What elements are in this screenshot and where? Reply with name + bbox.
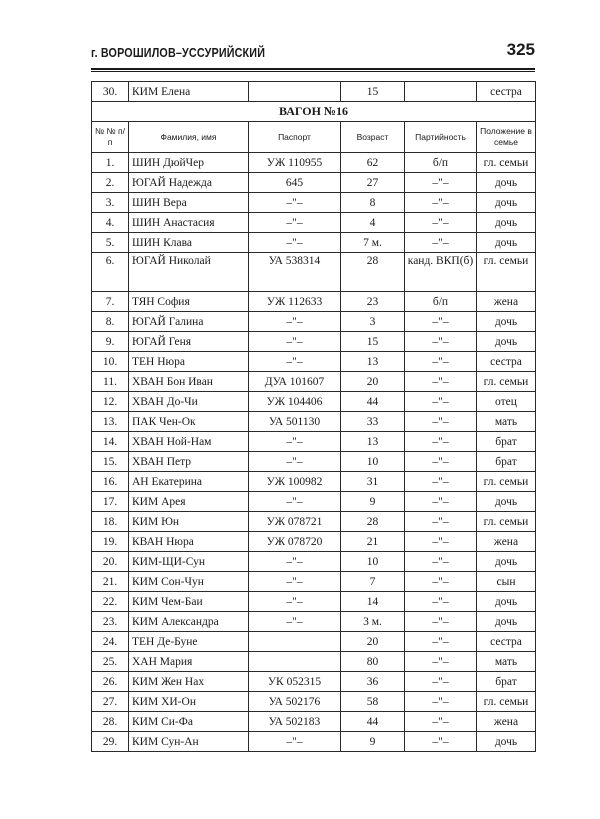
cell-name: КИМ Си-Фа [129, 712, 249, 732]
cell-passport: –"– [249, 332, 341, 352]
table-row [92, 532, 536, 552]
cell-party: –"– [405, 452, 477, 472]
cell-family: отец [477, 392, 536, 412]
table-row [92, 712, 536, 732]
table-row [92, 372, 536, 392]
cell-num: 22. [92, 592, 129, 612]
table-row [92, 732, 536, 752]
cell-num: 20. [92, 552, 129, 572]
cell-family: гл. семьи [477, 472, 536, 492]
cell-passport: –"– [249, 592, 341, 612]
cell-party: –"– [405, 472, 477, 492]
table-row [92, 213, 536, 233]
table-row [92, 612, 536, 632]
cell-family: сын [477, 572, 536, 592]
cell-num: 17. [92, 492, 129, 512]
table-row [92, 412, 536, 432]
cell-name: КИМ Арея [129, 492, 249, 512]
cell-name: ЮГАЙ Геня [129, 332, 249, 352]
cell-passport: УК 052315 [249, 672, 341, 692]
cell-family: брат [477, 432, 536, 452]
cell-passport: УА 502176 [249, 692, 341, 712]
cell-num: 1. [92, 153, 129, 173]
table-row [92, 512, 536, 532]
cell-num: 19. [92, 532, 129, 552]
cell-age: 20 [341, 372, 405, 392]
table-row [92, 432, 536, 452]
cell-name: ХВАН До-Чи [129, 392, 249, 412]
cell-passport: –"– [249, 312, 341, 332]
table-row [92, 233, 536, 253]
cell-passport: УА 501130 [249, 412, 341, 432]
cell-name: КИМ Елена [129, 82, 249, 102]
cell-party: –"– [405, 672, 477, 692]
cell-name: ШИН Вера [129, 193, 249, 213]
cell-num: 11. [92, 372, 129, 392]
cell-passport [249, 652, 341, 672]
cell-family: дочь [477, 492, 536, 512]
cell-passport: УЖ 112633 [249, 292, 341, 312]
cell-passport: УЖ 110955 [249, 153, 341, 173]
table-row [92, 572, 536, 592]
cell-passport: УЖ 078721 [249, 512, 341, 532]
cell-party: –"– [405, 213, 477, 233]
cell-age: 7 [341, 572, 405, 592]
wagon-title: ВАГОН №16 [92, 102, 536, 122]
cell-party: –"– [405, 592, 477, 612]
cell-num: 25. [92, 652, 129, 672]
cell-age: 3 [341, 312, 405, 332]
table-row [92, 452, 536, 472]
wagon-title-row [92, 102, 536, 122]
col-header-party: Партийность [405, 122, 477, 153]
cell-passport [249, 82, 341, 102]
cell-name: КИМ Жен Нах [129, 672, 249, 692]
cell-age: 44 [341, 392, 405, 412]
cell-party: –"– [405, 173, 477, 193]
cell-family: гл. семьи [477, 512, 536, 532]
cell-num: 24. [92, 632, 129, 652]
cell-name: КИМ Сон-Чун [129, 572, 249, 592]
col-header-age: Возраст [341, 122, 405, 153]
cell-name: КВАН Нюра [129, 532, 249, 552]
cell-num: 3. [92, 193, 129, 213]
cell-family: сестра [477, 82, 536, 102]
page-header [91, 42, 535, 70]
cell-passport: –"– [249, 193, 341, 213]
cell-age: 58 [341, 692, 405, 712]
col-header-family: Положение в семье [477, 122, 536, 153]
header-rule-thin [91, 71, 535, 72]
cell-name: ШИН Анастасия [129, 213, 249, 233]
cell-name: ЮГАЙ Галина [129, 312, 249, 332]
cell-family: дочь [477, 312, 536, 332]
cell-party: –"– [405, 512, 477, 532]
cell-name: ХВАН Бон Иван [129, 372, 249, 392]
cell-age: 8 [341, 193, 405, 213]
table-row [92, 253, 536, 292]
cell-num: 16. [92, 472, 129, 492]
cell-family: жена [477, 292, 536, 312]
cell-age: 20 [341, 632, 405, 652]
cell-party [405, 82, 477, 102]
cell-name: КИМ ХИ-Он [129, 692, 249, 712]
cell-num: 23. [92, 612, 129, 632]
cell-family: дочь [477, 592, 536, 612]
cell-passport: –"– [249, 732, 341, 752]
cell-family: брат [477, 452, 536, 472]
cell-passport: –"– [249, 552, 341, 572]
cell-family: жена [477, 712, 536, 732]
cell-age: 3 м. [341, 612, 405, 632]
cell-age: 13 [341, 432, 405, 452]
cell-family: дочь [477, 732, 536, 752]
table-row [92, 672, 536, 692]
cell-name: КИМ Юн [129, 512, 249, 532]
cell-num: 9. [92, 332, 129, 352]
running-head-title: г. ВОРОШИЛОВ–УССУРИЙСКИЙ [91, 46, 266, 60]
cell-family: жена [477, 532, 536, 552]
cell-name: ПАК Чен-Ок [129, 412, 249, 432]
cell-family: дочь [477, 193, 536, 213]
cell-age: 36 [341, 672, 405, 692]
cell-num: 8. [92, 312, 129, 332]
header-rule [91, 68, 535, 70]
cell-age: 62 [341, 153, 405, 173]
cell-party: –"– [405, 352, 477, 372]
cell-passport: –"– [249, 233, 341, 253]
cell-party: –"– [405, 412, 477, 432]
cell-num: 27. [92, 692, 129, 712]
cell-family: дочь [477, 552, 536, 572]
cell-name: ТЯН София [129, 292, 249, 312]
cell-party: –"– [405, 392, 477, 412]
cell-party: –"– [405, 532, 477, 552]
cell-name: ХАН Мария [129, 652, 249, 672]
cell-age: 27 [341, 173, 405, 193]
cell-name: КИМ-ЩИ-Сун [129, 552, 249, 572]
cell-num: 30. [92, 82, 129, 102]
cell-num: 5. [92, 233, 129, 253]
table-row [92, 392, 536, 412]
cell-num: 28. [92, 712, 129, 732]
table-row [92, 193, 536, 213]
cell-num: 26. [92, 672, 129, 692]
cell-passport [249, 632, 341, 652]
cell-age: 7 м. [341, 233, 405, 253]
cell-party: –"– [405, 312, 477, 332]
cell-party: б/п [405, 292, 477, 312]
cell-party: –"– [405, 552, 477, 572]
cell-age: 10 [341, 452, 405, 472]
cell-family: мать [477, 652, 536, 672]
cell-party: –"– [405, 492, 477, 512]
cell-party: –"– [405, 372, 477, 392]
cell-party: –"– [405, 712, 477, 732]
cell-num: 13. [92, 412, 129, 432]
cell-age: 80 [341, 652, 405, 672]
col-header-num: № № п/п [92, 122, 129, 153]
table-row [92, 592, 536, 612]
cell-party: –"– [405, 572, 477, 592]
cell-num: 18. [92, 512, 129, 532]
cell-name: ЮГАЙ Николай [129, 253, 249, 292]
cell-passport: –"– [249, 452, 341, 472]
table-row [92, 82, 536, 102]
cell-name: КИМ Чем-Баи [129, 592, 249, 612]
cell-family: дочь [477, 233, 536, 253]
cell-party: –"– [405, 233, 477, 253]
cell-name: ХВАН Петр [129, 452, 249, 472]
cell-num: 14. [92, 432, 129, 452]
cell-name: КИМ Александра [129, 612, 249, 632]
cell-family: гл. семьи [477, 692, 536, 712]
table-row [92, 652, 536, 672]
table-row [92, 153, 536, 173]
table-row [92, 312, 536, 332]
cell-age: 33 [341, 412, 405, 432]
deportation-roster-table [91, 81, 536, 752]
cell-party: –"– [405, 332, 477, 352]
cell-passport: УА 502183 [249, 712, 341, 732]
cell-party: –"– [405, 193, 477, 213]
cell-family: гл. семьи [477, 372, 536, 392]
table-row [92, 173, 536, 193]
cell-name: АН Екатерина [129, 472, 249, 492]
cell-passport: ДУА 101607 [249, 372, 341, 392]
cell-name: ТЕН Де-Буне [129, 632, 249, 652]
cell-num: 4. [92, 213, 129, 233]
cell-family: брат [477, 672, 536, 692]
cell-family: дочь [477, 173, 536, 193]
table-row [92, 292, 536, 312]
table-row [92, 352, 536, 372]
cell-passport: –"– [249, 572, 341, 592]
cell-age: 9 [341, 732, 405, 752]
table-row [92, 692, 536, 712]
cell-passport: УЖ 104406 [249, 392, 341, 412]
col-header-passport: Паспорт [249, 122, 341, 153]
cell-age: 4 [341, 213, 405, 233]
cell-age: 28 [341, 253, 405, 292]
cell-party: –"– [405, 612, 477, 632]
table-row [92, 632, 536, 652]
cell-party: б/п [405, 153, 477, 173]
cell-passport: УА 538314 [249, 253, 341, 292]
cell-party: –"– [405, 732, 477, 752]
cell-family: дочь [477, 612, 536, 632]
cell-party: канд. ВКП(б) [405, 253, 477, 292]
cell-name: КИМ Сун-Ан [129, 732, 249, 752]
cell-passport: УЖ 100982 [249, 472, 341, 492]
cell-party: –"– [405, 432, 477, 452]
cell-age: 14 [341, 592, 405, 612]
cell-name: ШИН Клава [129, 233, 249, 253]
cell-passport: –"– [249, 492, 341, 512]
cell-num: 10. [92, 352, 129, 372]
cell-age: 31 [341, 472, 405, 492]
cell-num: 2. [92, 173, 129, 193]
cell-passport: 645 [249, 173, 341, 193]
cell-name: ШИН ДюйЧер [129, 153, 249, 173]
cell-age: 23 [341, 292, 405, 312]
cell-age: 15 [341, 82, 405, 102]
cell-family: дочь [477, 332, 536, 352]
cell-family: сестра [477, 352, 536, 372]
cell-party: –"– [405, 632, 477, 652]
cell-passport: УЖ 078720 [249, 532, 341, 552]
cell-passport: –"– [249, 352, 341, 372]
cell-name: ЮГАЙ Надежда [129, 173, 249, 193]
cell-family: гл. семьи [477, 253, 536, 292]
cell-age: 9 [341, 492, 405, 512]
cell-name: ТЕН Нюра [129, 352, 249, 372]
cell-age: 28 [341, 512, 405, 532]
cell-num: 21. [92, 572, 129, 592]
cell-family: дочь [477, 213, 536, 233]
cell-family: гл. семьи [477, 153, 536, 173]
column-header-row [92, 122, 536, 153]
cell-num: 15. [92, 452, 129, 472]
table-row [92, 552, 536, 572]
table-row [92, 472, 536, 492]
cell-age: 15 [341, 332, 405, 352]
cell-num: 29. [92, 732, 129, 752]
cell-num: 7. [92, 292, 129, 312]
table-row [92, 332, 536, 352]
cell-num: 12. [92, 392, 129, 412]
cell-party: –"– [405, 692, 477, 712]
cell-passport: –"– [249, 213, 341, 233]
cell-family: мать [477, 412, 536, 432]
cell-age: 10 [341, 552, 405, 572]
cell-passport: –"– [249, 612, 341, 632]
cell-party: –"– [405, 652, 477, 672]
cell-family: сестра [477, 632, 536, 652]
cell-num: 6. [92, 253, 129, 292]
cell-passport: –"– [249, 432, 341, 452]
cell-age: 13 [341, 352, 405, 372]
cell-age: 44 [341, 712, 405, 732]
table-row [92, 492, 536, 512]
col-header-name: Фамилия, имя [129, 122, 249, 153]
cell-name: ХВАН Ной-Нам [129, 432, 249, 452]
cell-age: 21 [341, 532, 405, 552]
page-number: 325 [506, 40, 535, 59]
